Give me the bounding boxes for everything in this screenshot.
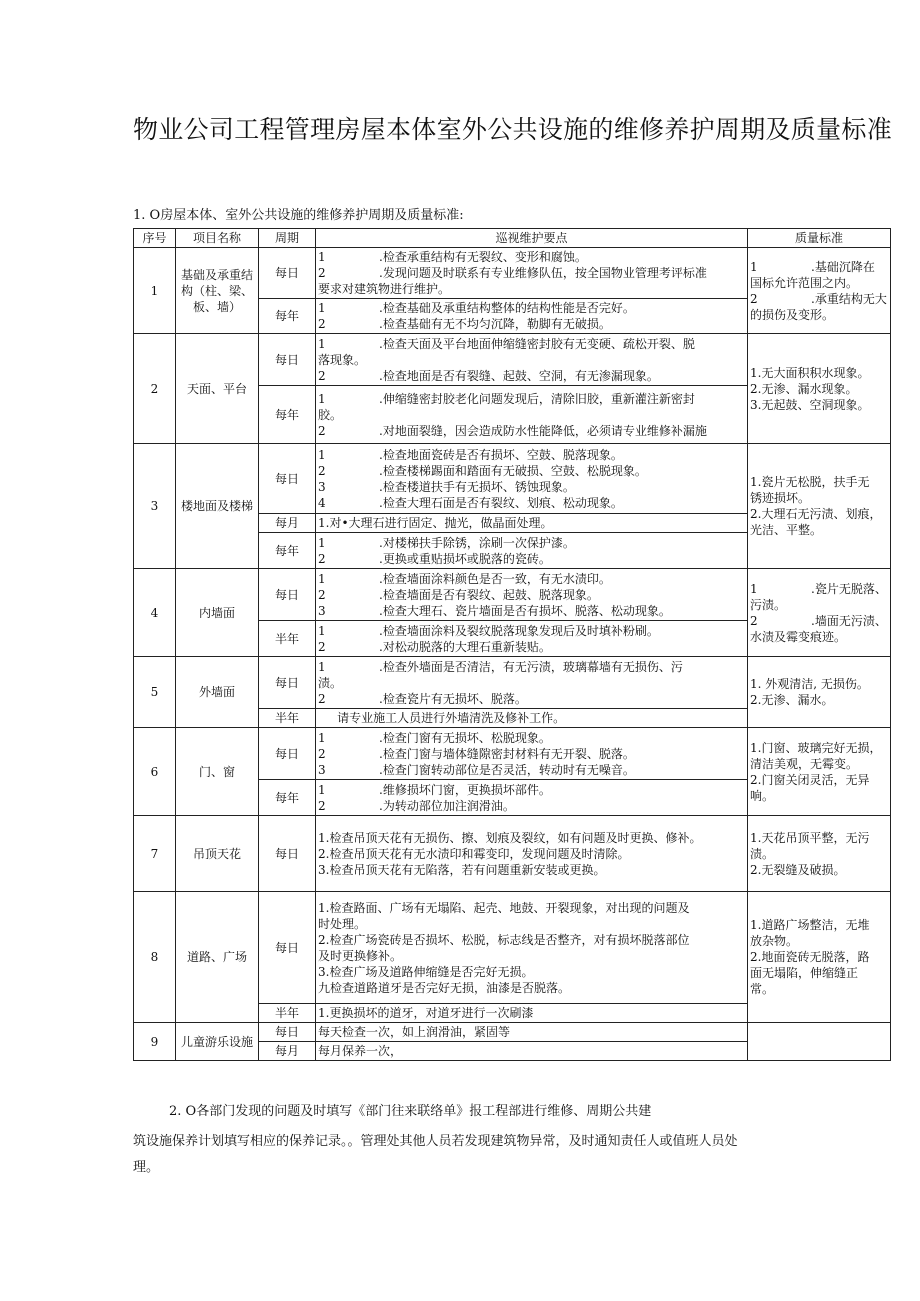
standard-line: 1.天花吊顶平整，无污 — [750, 830, 870, 845]
point-line: 2 .发现问题及时联系有专业维修队伍，按全国物业管理考评标准 — [318, 266, 707, 280]
table-row — [134, 334, 891, 386]
points-cell — [316, 1042, 748, 1061]
points-cell — [316, 444, 748, 514]
point-line: 1 .检查外墙面是否清洁，有无污渍，玻璃幕墙有无损伤、污 — [318, 659, 683, 674]
standard-line: 2.门窗关闭灵活，无异 — [750, 772, 870, 787]
standard-line: 2.大理石无污渍、划痕， — [750, 507, 882, 521]
header-points: 巡视维护要点 — [316, 229, 748, 248]
header-no: 序号 — [134, 229, 176, 248]
points-cell — [316, 621, 748, 657]
table-row — [134, 657, 891, 709]
row-number: 9 — [134, 1023, 176, 1061]
item-name: 基础及承重结构（柱、梁、板、墙） — [176, 248, 259, 334]
standard-line: 1 .基础沉降在 — [750, 259, 875, 274]
standard-line: 2.无裂缝及破损。 — [750, 862, 846, 877]
point-line: 请专业施工人员进行外墙清洗及修补工作。 — [318, 711, 566, 725]
point-line: 1.检查吊顶天花有无损伤、擦、划痕及裂纹，如有问题及时更换、修补。 — [318, 830, 702, 845]
period-cell: 半年 — [259, 621, 316, 657]
page-title: 物业公司工程管理房屋本体室外公共设施的维修养护周期及质量标准 — [133, 115, 893, 144]
standard-line: 渍。 — [750, 846, 775, 861]
points-cell — [316, 299, 748, 334]
table-row — [134, 892, 891, 1004]
standard-line: 1. 外观清洁, 无损伤。 — [750, 677, 869, 691]
standard-cell — [748, 569, 891, 657]
points-cell — [316, 334, 748, 386]
standard-cell — [748, 444, 891, 569]
points-cell — [316, 1023, 748, 1042]
item-name: 儿童游乐设施 — [176, 1023, 259, 1061]
point-line: 2.检查广场瓷砖是否损坏、松脱，标志线是否整齐，对有损坏脱落部位 — [318, 932, 690, 947]
point-line: 2 .为转动部位加注润滑油。 — [318, 798, 515, 813]
point-line: 1.更换损坏的道牙，对道牙进行一次刷漆 — [318, 1006, 534, 1020]
point-line: 1 .检查基础及承重结构整体的结构性能是否完好。 — [318, 301, 635, 315]
table-row — [134, 728, 891, 780]
table-row — [134, 248, 891, 299]
table-header-row — [134, 229, 891, 248]
point-line: 3.检查广场及道路伸缩缝是否完好无损。 — [318, 964, 534, 979]
standard-line: 响。 — [750, 788, 775, 803]
table-row — [134, 816, 891, 892]
header-standard: 质量标准 — [748, 229, 891, 248]
standard-line: 放杂物。 — [750, 934, 799, 948]
point-line: 要求对建筑物进行维护。 — [318, 282, 451, 296]
point-line: 1 .检查天面及平台地面伸缩缝密封胶有无变硬、疏松开裂、脱 — [318, 336, 695, 351]
standard-line: 锈迹损坏。 — [750, 491, 811, 505]
item-name: 楼地面及楼梯 — [176, 444, 259, 569]
footer-line-3: 理。 — [133, 1160, 160, 1175]
points-cell — [316, 1004, 748, 1023]
period-cell: 每年 — [259, 299, 316, 334]
point-line: 1.检查路面、广场有无塌陷、起壳、地鼓、开裂现象，对出现的问题及 — [318, 900, 690, 915]
item-name: 内墙面 — [176, 569, 259, 657]
table-row — [134, 1023, 891, 1042]
point-line: 及时更换修补。 — [318, 948, 403, 963]
item-name: 外墙面 — [176, 657, 259, 728]
header-period: 周期 — [259, 229, 316, 248]
period-cell: 半年 — [259, 709, 316, 728]
standard-cell — [748, 816, 891, 892]
standard-cell — [748, 248, 891, 334]
point-line: 1 .检查墙面涂料颜色是否一致，有无水渍印。 — [318, 571, 611, 586]
point-line: 每月保养一次， — [318, 1044, 403, 1058]
points-cell — [316, 248, 748, 299]
standard-cell — [748, 657, 891, 728]
header-item: 项目名称 — [176, 229, 259, 248]
point-line: 1 .检查墙面涂料及裂纹脱落现象发现后及时填补粉刷。 — [318, 623, 659, 638]
period-cell: 每日 — [259, 728, 316, 780]
point-line: 2 .检查墙面是否有裂纹、起鼓、脱落现象。 — [318, 587, 599, 602]
standard-line: 1 .瓷片无脱落、 — [750, 581, 887, 596]
item-name: 吊顶天花 — [176, 816, 259, 892]
point-line: 3 .检查大理石、瓷片墙面是否有损坏、脱落、松动现象。 — [318, 603, 671, 618]
points-cell — [316, 514, 748, 533]
point-line: 2 .检查楼梯踢面和踏面有无破损、空鼓、松脱现象。 — [318, 463, 647, 478]
period-cell: 每日 — [259, 334, 316, 386]
standard-line: 清洁美观，无霉变。 — [750, 756, 859, 771]
point-line: 2 .对地面裂缝，因会造成防水性能降低，必须请专业维修补漏施 — [318, 423, 707, 438]
period-cell: 每日 — [259, 1023, 316, 1042]
points-cell — [316, 657, 748, 709]
point-line: 胶。 — [318, 407, 343, 422]
row-number: 7 — [134, 816, 176, 892]
period-cell: 每日 — [259, 892, 316, 1004]
point-line: 1.对•大理石进行固定、抛光，做晶面处理。 — [318, 516, 553, 530]
standard-line: 1.道路广场整洁，无堆 — [750, 918, 870, 932]
point-line: 2.检查吊顶天花有无水渍印和霉变印，发现问题及时清除。 — [318, 846, 630, 861]
footer-line-1: 2. O各部门发现的问题及时填写《部门往来联络单》报工程部进行维修、周期公共建 — [169, 1104, 652, 1119]
standard-line: 2.地面瓷砖无脱落，路 — [750, 950, 870, 964]
points-cell — [316, 892, 748, 1004]
standard-line: 1.瓷片无松脱，扶手无 — [750, 475, 870, 489]
item-name: 天面、平台 — [176, 334, 259, 444]
points-cell — [316, 533, 748, 569]
period-cell: 每日 — [259, 569, 316, 621]
points-cell — [316, 816, 748, 892]
point-line: 1 .维修损坏门窗，更换损坏部件。 — [318, 782, 551, 797]
period-cell: 每日 — [259, 816, 316, 892]
period-cell: 每日 — [259, 444, 316, 514]
standard-line: 国标允许范围之内。 — [750, 275, 859, 290]
point-line: 1 .检查承重结构有无裂纹、变形和腐蚀。 — [318, 250, 587, 264]
period-cell: 每年 — [259, 386, 316, 444]
row-number: 8 — [134, 892, 176, 1023]
point-line: 九检查道路道牙是否完好无损，油漆是否脱落。 — [318, 980, 571, 995]
standard-line: 的损伤及变形。 — [750, 307, 835, 322]
row-number: 6 — [134, 728, 176, 816]
period-cell: 每年 — [259, 780, 316, 816]
period-cell: 每日 — [259, 248, 316, 299]
standard-cell — [748, 334, 891, 444]
table-row — [134, 569, 891, 621]
row-number: 3 — [134, 444, 176, 569]
point-line: 渍。 — [318, 675, 343, 690]
row-number: 5 — [134, 657, 176, 728]
period-cell: 每月 — [259, 514, 316, 533]
point-line: 1 .对楼梯扶手除锈，涂刷一次保护漆。 — [318, 535, 575, 550]
point-line: 时处理。 — [318, 916, 367, 931]
standard-line: 1.无大面积积水现象。 — [750, 365, 870, 380]
point-line: 2 .对松动脱落的大理石重新装贴。 — [318, 639, 551, 654]
period-cell: 每月 — [259, 1042, 316, 1061]
point-line: 4 .检查大理石面是否有裂纹、划痕、松动现象。 — [318, 495, 623, 510]
standard-cell — [748, 892, 891, 1023]
standard-line: 2.无渗、漏水。 — [750, 693, 834, 707]
points-cell — [316, 728, 748, 780]
period-cell: 每年 — [259, 533, 316, 569]
standard-line: 污渍。 — [750, 597, 787, 612]
standard-cell — [748, 1023, 891, 1061]
point-line: 1 .检查门窗有无损坏、松脱现象。 — [318, 730, 551, 745]
points-cell — [316, 709, 748, 728]
point-line: 每天检查一次，如上润滑油，紧固等 — [318, 1025, 511, 1039]
point-line: 1 .伸缩缝密封胶老化问题发现后，清除旧胶，重新灌注新密封 — [318, 391, 695, 406]
standard-line: 常。 — [750, 982, 775, 996]
intro-text: 1. O房屋本体、室外公共设施的维修养护周期及质量标准: — [133, 208, 464, 223]
point-line: 2 .检查基础有无不均匀沉降，勒脚有无破损。 — [318, 317, 611, 331]
row-number: 2 — [134, 334, 176, 444]
points-cell — [316, 780, 748, 816]
point-line: 落现象。 — [318, 352, 367, 367]
standard-cell — [748, 728, 891, 816]
table-body — [134, 248, 891, 1061]
row-number: 1 — [134, 248, 176, 334]
point-line: 2 .检查瓷片有无损坏、脱落。 — [318, 691, 527, 706]
standard-line: 3.无起鼓、空洞现象。 — [750, 397, 870, 412]
item-name: 门、窗 — [176, 728, 259, 816]
period-cell: 每日 — [259, 657, 316, 709]
footer-line-2: 筑设施保养计划填写相应的保养记录。。管理处其他人员若发现建筑物异常，及时通知责任人或值班人员处 — [133, 1134, 738, 1149]
item-name: 道路、广场 — [176, 892, 259, 1023]
standard-line: 2.无渗、漏水现象。 — [750, 381, 858, 396]
point-line: 3.检查吊顶天花有无陷落，若有问题重新安装或更换。 — [318, 862, 606, 877]
point-line: 2 .更换或重贴损坏或脱落的瓷砖。 — [318, 551, 551, 566]
standard-line: 面无塌陷，伸缩缝正 — [750, 966, 859, 980]
standard-line: 2 .承重结构无大 — [750, 291, 887, 306]
period-cell: 半年 — [259, 1004, 316, 1023]
standard-line: 光洁、平整。 — [750, 523, 823, 537]
row-number: 4 — [134, 569, 176, 657]
maintenance-table — [133, 228, 891, 1061]
point-line: 2 .检查地面是否有裂缝、起鼓、空洞，有无渗漏现象。 — [318, 368, 659, 383]
point-line: 1 .检查地面瓷砖是否有损坏、空鼓、脱落现象。 — [318, 447, 623, 462]
points-cell — [316, 386, 748, 444]
point-line: 3 .检查门窗转动部位是否灵活，转动时有无噪音。 — [318, 762, 635, 777]
standard-line: 水渍及霉变痕迹。 — [750, 629, 847, 644]
standard-line: 1.门窗、玻璃完好无损， — [750, 740, 882, 755]
point-line: 3 .检查楼道扶手有无损坏、锈蚀现象。 — [318, 479, 575, 494]
point-line: 2 .检查门窗与墙体缝隙密封材料有无开裂、脱落。 — [318, 746, 635, 761]
standard-line: 2 .墙面无污渍、 — [750, 613, 887, 628]
points-cell — [316, 569, 748, 621]
table-row — [134, 444, 891, 514]
